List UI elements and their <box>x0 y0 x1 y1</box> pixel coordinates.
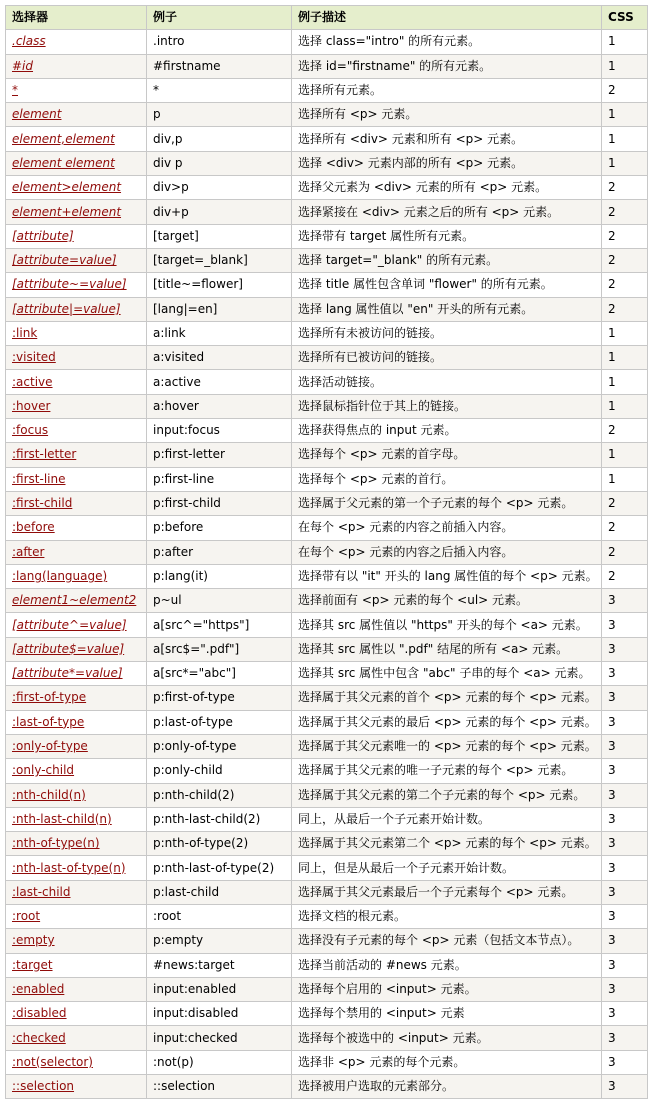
description-cell: 选择所有元素。 <box>292 78 602 102</box>
description-cell: 选择非 <p> 元素的每个元素。 <box>292 1050 602 1074</box>
table-row <box>6 103 648 127</box>
example-cell: p <box>147 103 292 127</box>
css-version-cell: 3 <box>602 783 648 807</box>
css-version-cell: 1 <box>602 467 648 491</box>
selector-cell <box>6 346 147 370</box>
example-cell: div+p <box>147 200 292 224</box>
table-row <box>6 151 648 175</box>
example-cell: :root <box>147 904 292 928</box>
example-cell: p:before <box>147 516 292 540</box>
description-cell: 选择 lang 属性值以 "en" 开头的所有元素。 <box>292 297 602 321</box>
css-version-cell: 3 <box>602 637 648 661</box>
selector-link[interactable]: :visited <box>12 350 56 365</box>
css-version-cell: 3 <box>602 977 648 1001</box>
css-version-cell: 2 <box>602 273 648 297</box>
selector-cell <box>6 759 147 783</box>
example-cell: p:empty <box>147 929 292 953</box>
selector-cell <box>6 880 147 904</box>
selector-cell <box>6 953 147 977</box>
selector-cell <box>6 273 147 297</box>
description-cell: 同上，但是从最后一个子元素开始计数。 <box>292 856 602 880</box>
table-row <box>6 734 648 758</box>
description-cell: 选择每个禁用的 <input> 元素 <box>292 1002 602 1026</box>
css-selector-table <box>5 5 648 1099</box>
table-row <box>6 613 648 637</box>
example-cell: a:hover <box>147 394 292 418</box>
selector-cell <box>6 151 147 175</box>
description-cell: 同上，从最后一个子元素开始计数。 <box>292 807 602 831</box>
css-version-cell: 1 <box>602 54 648 78</box>
selector-cell <box>6 491 147 515</box>
selector-cell <box>6 734 147 758</box>
description-cell: 选择当前活动的 #news 元素。 <box>292 953 602 977</box>
description-cell: 选择被用户选取的元素部分。 <box>292 1075 602 1099</box>
selector-cell <box>6 807 147 831</box>
example-cell: p:first-letter <box>147 443 292 467</box>
description-cell: 选择每个被选中的 <input> 元素。 <box>292 1026 602 1050</box>
example-cell: .intro <box>147 30 292 54</box>
selector-link[interactable]: [attribute=value] <box>12 253 117 268</box>
selector-cell <box>6 856 147 880</box>
example-cell: p:nth-last-of-type(2) <box>147 856 292 880</box>
selector-link[interactable]: :nth-of-type(n) <box>12 836 100 851</box>
selector-link[interactable]: [attribute] <box>12 228 74 243</box>
example-cell: p:nth-of-type(2) <box>147 832 292 856</box>
example-cell: p:nth-child(2) <box>147 783 292 807</box>
selector-link[interactable]: :only-of-type <box>12 739 88 754</box>
css-version-cell: 2 <box>602 176 648 200</box>
table-row <box>6 929 648 953</box>
description-cell: 选择属于父元素的第一个子元素的每个 <p> 元素。 <box>292 491 602 515</box>
example-cell: p~ul <box>147 589 292 613</box>
description-cell: 选择带有 target 属性所有元素。 <box>292 224 602 248</box>
css-version-cell: 2 <box>602 297 648 321</box>
example-cell: p:only-of-type <box>147 734 292 758</box>
selector-cell <box>6 419 147 443</box>
table-row <box>6 176 648 200</box>
example-cell: p:nth-last-child(2) <box>147 807 292 831</box>
selector-link[interactable]: #id <box>12 58 34 73</box>
example-cell: a:active <box>147 370 292 394</box>
table-row <box>6 127 648 151</box>
table-row <box>6 516 648 540</box>
css-version-cell: 2 <box>602 491 648 515</box>
description-cell: 选择属于其父元素的唯一子元素的每个 <p> 元素。 <box>292 759 602 783</box>
selector-link[interactable]: :disabled <box>12 1006 67 1021</box>
selector-link[interactable]: :nth-last-child(n) <box>12 811 112 826</box>
table-row <box>6 1026 648 1050</box>
description-cell: 选择 class="intro" 的所有元素。 <box>292 30 602 54</box>
example-cell: a:visited <box>147 346 292 370</box>
table-row <box>6 783 648 807</box>
selector-cell <box>6 589 147 613</box>
example-cell: input:disabled <box>147 1002 292 1026</box>
selector-link[interactable]: [attribute^=value] <box>12 617 127 632</box>
selector-link[interactable]: :first-child <box>12 496 73 511</box>
selector-link[interactable]: :only-child <box>12 763 75 778</box>
selector-cell <box>6 832 147 856</box>
selector-link[interactable]: :last-of-type <box>12 714 85 729</box>
selector-reference-wrapper <box>5 5 648 1099</box>
selector-cell <box>6 370 147 394</box>
example-cell: p:only-child <box>147 759 292 783</box>
description-cell: 选择带有以 "it" 开头的 lang 属性值的每个 <p> 元素。 <box>292 564 602 588</box>
description-cell: 选择属于其父元素最后一个子元素每个 <p> 元素。 <box>292 880 602 904</box>
selector-link[interactable]: :hover <box>12 398 51 413</box>
example-cell: input:enabled <box>147 977 292 1001</box>
selector-link[interactable]: :first-of-type <box>12 690 87 705</box>
table-row <box>6 977 648 1001</box>
selector-cell <box>6 176 147 200</box>
css-version-cell: 3 <box>602 880 648 904</box>
selector-cell <box>6 443 147 467</box>
selector-link[interactable]: :before <box>12 520 55 535</box>
description-cell: 选择所有 <p> 元素。 <box>292 103 602 127</box>
example-cell: input:focus <box>147 419 292 443</box>
description-cell: 选择获得焦点的 input 元素。 <box>292 419 602 443</box>
css-version-cell: 3 <box>602 929 648 953</box>
css-version-cell: 3 <box>602 807 648 831</box>
table-row <box>6 662 648 686</box>
table-row <box>6 710 648 734</box>
description-cell: 选择属于其父元素的第二个子元素的每个 <p> 元素。 <box>292 783 602 807</box>
table-row <box>6 856 648 880</box>
example-cell: [title~=flower] <box>147 273 292 297</box>
css-version-cell: 1 <box>602 394 648 418</box>
table-row <box>6 540 648 564</box>
css-version-cell: 2 <box>602 248 648 272</box>
selector-link[interactable]: :last-child <box>12 884 71 899</box>
description-cell: 选择属于其父元素唯一的 <p> 元素的每个 <p> 元素。 <box>292 734 602 758</box>
css-version-cell: 1 <box>602 346 648 370</box>
table-row <box>6 904 648 928</box>
selector-cell <box>6 1026 147 1050</box>
selector-cell <box>6 904 147 928</box>
css-version-cell: 2 <box>602 516 648 540</box>
example-cell: ::selection <box>147 1075 292 1099</box>
table-row <box>6 370 648 394</box>
description-cell: 选择 title 属性包含单词 "flower" 的所有元素。 <box>292 273 602 297</box>
description-cell: 选择属于其父元素的最后 <p> 元素的每个 <p> 元素。 <box>292 710 602 734</box>
description-cell: 选择属于其父元素第二个 <p> 元素的每个 <p> 元素。 <box>292 832 602 856</box>
css-version-cell: 3 <box>602 904 648 928</box>
description-cell: 选择每个 <p> 元素的首字母。 <box>292 443 602 467</box>
header-selector: 选择器 <box>6 6 147 30</box>
table-row <box>6 321 648 345</box>
table-row <box>6 807 648 831</box>
example-cell: p:last-child <box>147 880 292 904</box>
table-row <box>6 1050 648 1074</box>
description-cell: 选择属于其父元素的首个 <p> 元素的每个 <p> 元素。 <box>292 686 602 710</box>
example-cell: [target] <box>147 224 292 248</box>
selector-cell <box>6 54 147 78</box>
selector-link[interactable]: element>element <box>12 180 122 195</box>
selector-cell <box>6 929 147 953</box>
selector-cell <box>6 103 147 127</box>
table-row <box>6 467 648 491</box>
selector-link[interactable]: :first-line <box>12 471 66 486</box>
css-version-cell: 1 <box>602 127 648 151</box>
header-css-version: CSS <box>602 6 648 30</box>
selector-cell <box>6 78 147 102</box>
table-row <box>6 491 648 515</box>
selector-link[interactable]: :target <box>12 957 53 972</box>
css-version-cell: 1 <box>602 443 648 467</box>
selector-cell <box>6 467 147 491</box>
description-cell: 选择 target="_blank" 的所有元素。 <box>292 248 602 272</box>
css-version-cell: 1 <box>602 321 648 345</box>
css-version-cell: 1 <box>602 370 648 394</box>
example-cell: [lang|=en] <box>147 297 292 321</box>
css-version-cell: 2 <box>602 200 648 224</box>
table-row <box>6 443 648 467</box>
selector-link[interactable]: [attribute~=value] <box>12 277 127 292</box>
selector-link[interactable]: :nth-child(n) <box>12 787 86 802</box>
description-cell: 选择其 src 属性以 ".pdf" 结尾的所有 <a> 元素。 <box>292 637 602 661</box>
css-version-cell: 3 <box>602 613 648 637</box>
selector-cell <box>6 297 147 321</box>
description-cell: 选择父元素为 <div> 元素的所有 <p> 元素。 <box>292 176 602 200</box>
css-version-cell: 3 <box>602 1026 648 1050</box>
example-cell: input:checked <box>147 1026 292 1050</box>
table-row <box>6 759 648 783</box>
selector-cell <box>6 1050 147 1074</box>
css-version-cell: 3 <box>602 1050 648 1074</box>
css-version-cell: 2 <box>602 419 648 443</box>
example-cell: div>p <box>147 176 292 200</box>
table-row <box>6 273 648 297</box>
css-version-cell: 3 <box>602 832 648 856</box>
description-cell: 选择前面有 <p> 元素的每个 <ul> 元素。 <box>292 589 602 613</box>
selector-cell <box>6 977 147 1001</box>
selector-link[interactable]: element element <box>12 155 115 170</box>
selector-cell <box>6 564 147 588</box>
selector-cell <box>6 516 147 540</box>
table-row <box>6 30 648 54</box>
table-row <box>6 200 648 224</box>
selector-link[interactable]: :enabled <box>12 982 65 997</box>
selector-link[interactable]: :link <box>12 326 38 340</box>
header-example: 例子 <box>147 6 292 30</box>
css-version-cell: 2 <box>602 224 648 248</box>
selector-cell <box>6 321 147 345</box>
description-cell: 选择文档的根元素。 <box>292 904 602 928</box>
table-body <box>6 30 648 1099</box>
table-row <box>6 832 648 856</box>
example-cell: a[src^="https"] <box>147 613 292 637</box>
selector-link[interactable]: :not(selector) <box>12 1054 93 1069</box>
description-cell: 在每个 <p> 元素的内容之前插入内容。 <box>292 516 602 540</box>
description-cell: 选择其 src 属性值以 "https" 开头的每个 <a> 元素。 <box>292 613 602 637</box>
description-cell: 选择所有 <div> 元素和所有 <p> 元素。 <box>292 127 602 151</box>
selector-cell <box>6 224 147 248</box>
selector-link[interactable]: :checked <box>12 1030 66 1045</box>
description-cell: 选择紧接在 <div> 元素之后的所有 <p> 元素。 <box>292 200 602 224</box>
selector-cell <box>6 637 147 661</box>
css-version-cell: 3 <box>602 589 648 613</box>
css-version-cell: 2 <box>602 78 648 102</box>
selector-cell <box>6 662 147 686</box>
example-cell: p:first-line <box>147 467 292 491</box>
table-row <box>6 564 648 588</box>
selector-link[interactable]: :first-letter <box>12 447 77 462</box>
css-version-cell: 2 <box>602 564 648 588</box>
selector-link[interactable]: element+element <box>12 204 122 219</box>
selector-link[interactable]: [attribute$=value] <box>12 641 125 656</box>
example-cell: a[src*="abc"] <box>147 662 292 686</box>
description-cell: 选择所有未被访问的链接。 <box>292 321 602 345</box>
table-row <box>6 589 648 613</box>
example-cell: p:first-of-type <box>147 686 292 710</box>
example-cell: * <box>147 78 292 102</box>
example-cell: a:link <box>147 321 292 345</box>
table-row <box>6 419 648 443</box>
selector-link[interactable]: :focus <box>12 423 49 438</box>
selector-cell <box>6 686 147 710</box>
example-cell: a[src$=".pdf"] <box>147 637 292 661</box>
selector-cell <box>6 613 147 637</box>
table-row <box>6 637 648 661</box>
table-row <box>6 54 648 78</box>
description-cell: 选择 <div> 元素内部的所有 <p> 元素。 <box>292 151 602 175</box>
table-row <box>6 78 648 102</box>
table-row <box>6 297 648 321</box>
css-version-cell: 1 <box>602 30 648 54</box>
table-row <box>6 346 648 370</box>
table-row <box>6 1002 648 1026</box>
selector-cell <box>6 1075 147 1099</box>
example-cell: p:lang(it) <box>147 564 292 588</box>
selector-link[interactable]: :nth-last-of-type(n) <box>12 860 126 875</box>
selector-link[interactable]: element,element <box>12 131 115 146</box>
css-version-cell: 3 <box>602 1002 648 1026</box>
css-version-cell: 3 <box>602 662 648 686</box>
selector-cell <box>6 248 147 272</box>
selector-link[interactable]: element <box>12 107 62 122</box>
description-cell: 在每个 <p> 元素的内容之后插入内容。 <box>292 540 602 564</box>
table-row <box>6 1075 648 1099</box>
selector-link[interactable]: :root <box>12 909 41 924</box>
table-row <box>6 880 648 904</box>
selector-link[interactable]: * <box>12 83 18 98</box>
selector-link[interactable]: .class <box>12 34 46 49</box>
css-version-cell: 2 <box>602 540 648 564</box>
table-row <box>6 394 648 418</box>
selector-link[interactable]: [attribute|=value] <box>12 301 121 316</box>
example-cell: [target=_blank] <box>147 248 292 272</box>
selector-cell <box>6 710 147 734</box>
header-row <box>6 6 648 30</box>
selector-link[interactable]: :active <box>12 374 53 389</box>
css-version-cell: 3 <box>602 856 648 880</box>
selector-link[interactable]: ::selection <box>12 1079 75 1094</box>
css-version-cell: 3 <box>602 953 648 977</box>
header-description: 例子描述 <box>292 6 602 30</box>
description-cell: 选择活动链接。 <box>292 370 602 394</box>
css-version-cell: 1 <box>602 151 648 175</box>
description-cell: 选择每个 <p> 元素的首行。 <box>292 467 602 491</box>
selector-cell <box>6 540 147 564</box>
table-header <box>6 6 648 30</box>
table-row <box>6 248 648 272</box>
example-cell: :not(p) <box>147 1050 292 1074</box>
description-cell: 选择每个启用的 <input> 元素。 <box>292 977 602 1001</box>
description-cell: 选择所有已被访问的链接。 <box>292 346 602 370</box>
selector-link[interactable]: :after <box>12 544 45 559</box>
example-cell: #news:target <box>147 953 292 977</box>
description-cell: 选择鼠标指针位于其上的链接。 <box>292 394 602 418</box>
example-cell: p:after <box>147 540 292 564</box>
example-cell: div p <box>147 151 292 175</box>
selector-link[interactable]: :empty <box>12 933 55 948</box>
selector-cell <box>6 394 147 418</box>
selector-cell <box>6 783 147 807</box>
css-version-cell: 3 <box>602 734 648 758</box>
description-cell: 选择其 src 属性中包含 "abc" 子串的每个 <a> 元素。 <box>292 662 602 686</box>
example-cell: div,p <box>147 127 292 151</box>
css-version-cell: 3 <box>602 759 648 783</box>
css-version-cell: 1 <box>602 103 648 127</box>
description-cell: 选择 id="firstname" 的所有元素。 <box>292 54 602 78</box>
example-cell: #firstname <box>147 54 292 78</box>
selector-cell <box>6 1002 147 1026</box>
description-cell: 选择没有子元素的每个 <p> 元素（包括文本节点）。 <box>292 929 602 953</box>
selector-cell <box>6 200 147 224</box>
table-row <box>6 686 648 710</box>
example-cell: p:last-of-type <box>147 710 292 734</box>
example-cell: p:first-child <box>147 491 292 515</box>
selector-link[interactable]: element1~element2 <box>12 593 137 608</box>
selector-cell <box>6 127 147 151</box>
selector-link[interactable]: :lang(language) <box>12 568 108 583</box>
css-version-cell: 3 <box>602 710 648 734</box>
selector-link[interactable]: [attribute*=value] <box>12 666 123 681</box>
selector-cell <box>6 30 147 54</box>
css-version-cell: 3 <box>602 686 648 710</box>
table-row <box>6 953 648 977</box>
css-version-cell: 3 <box>602 1075 648 1099</box>
table-row <box>6 224 648 248</box>
